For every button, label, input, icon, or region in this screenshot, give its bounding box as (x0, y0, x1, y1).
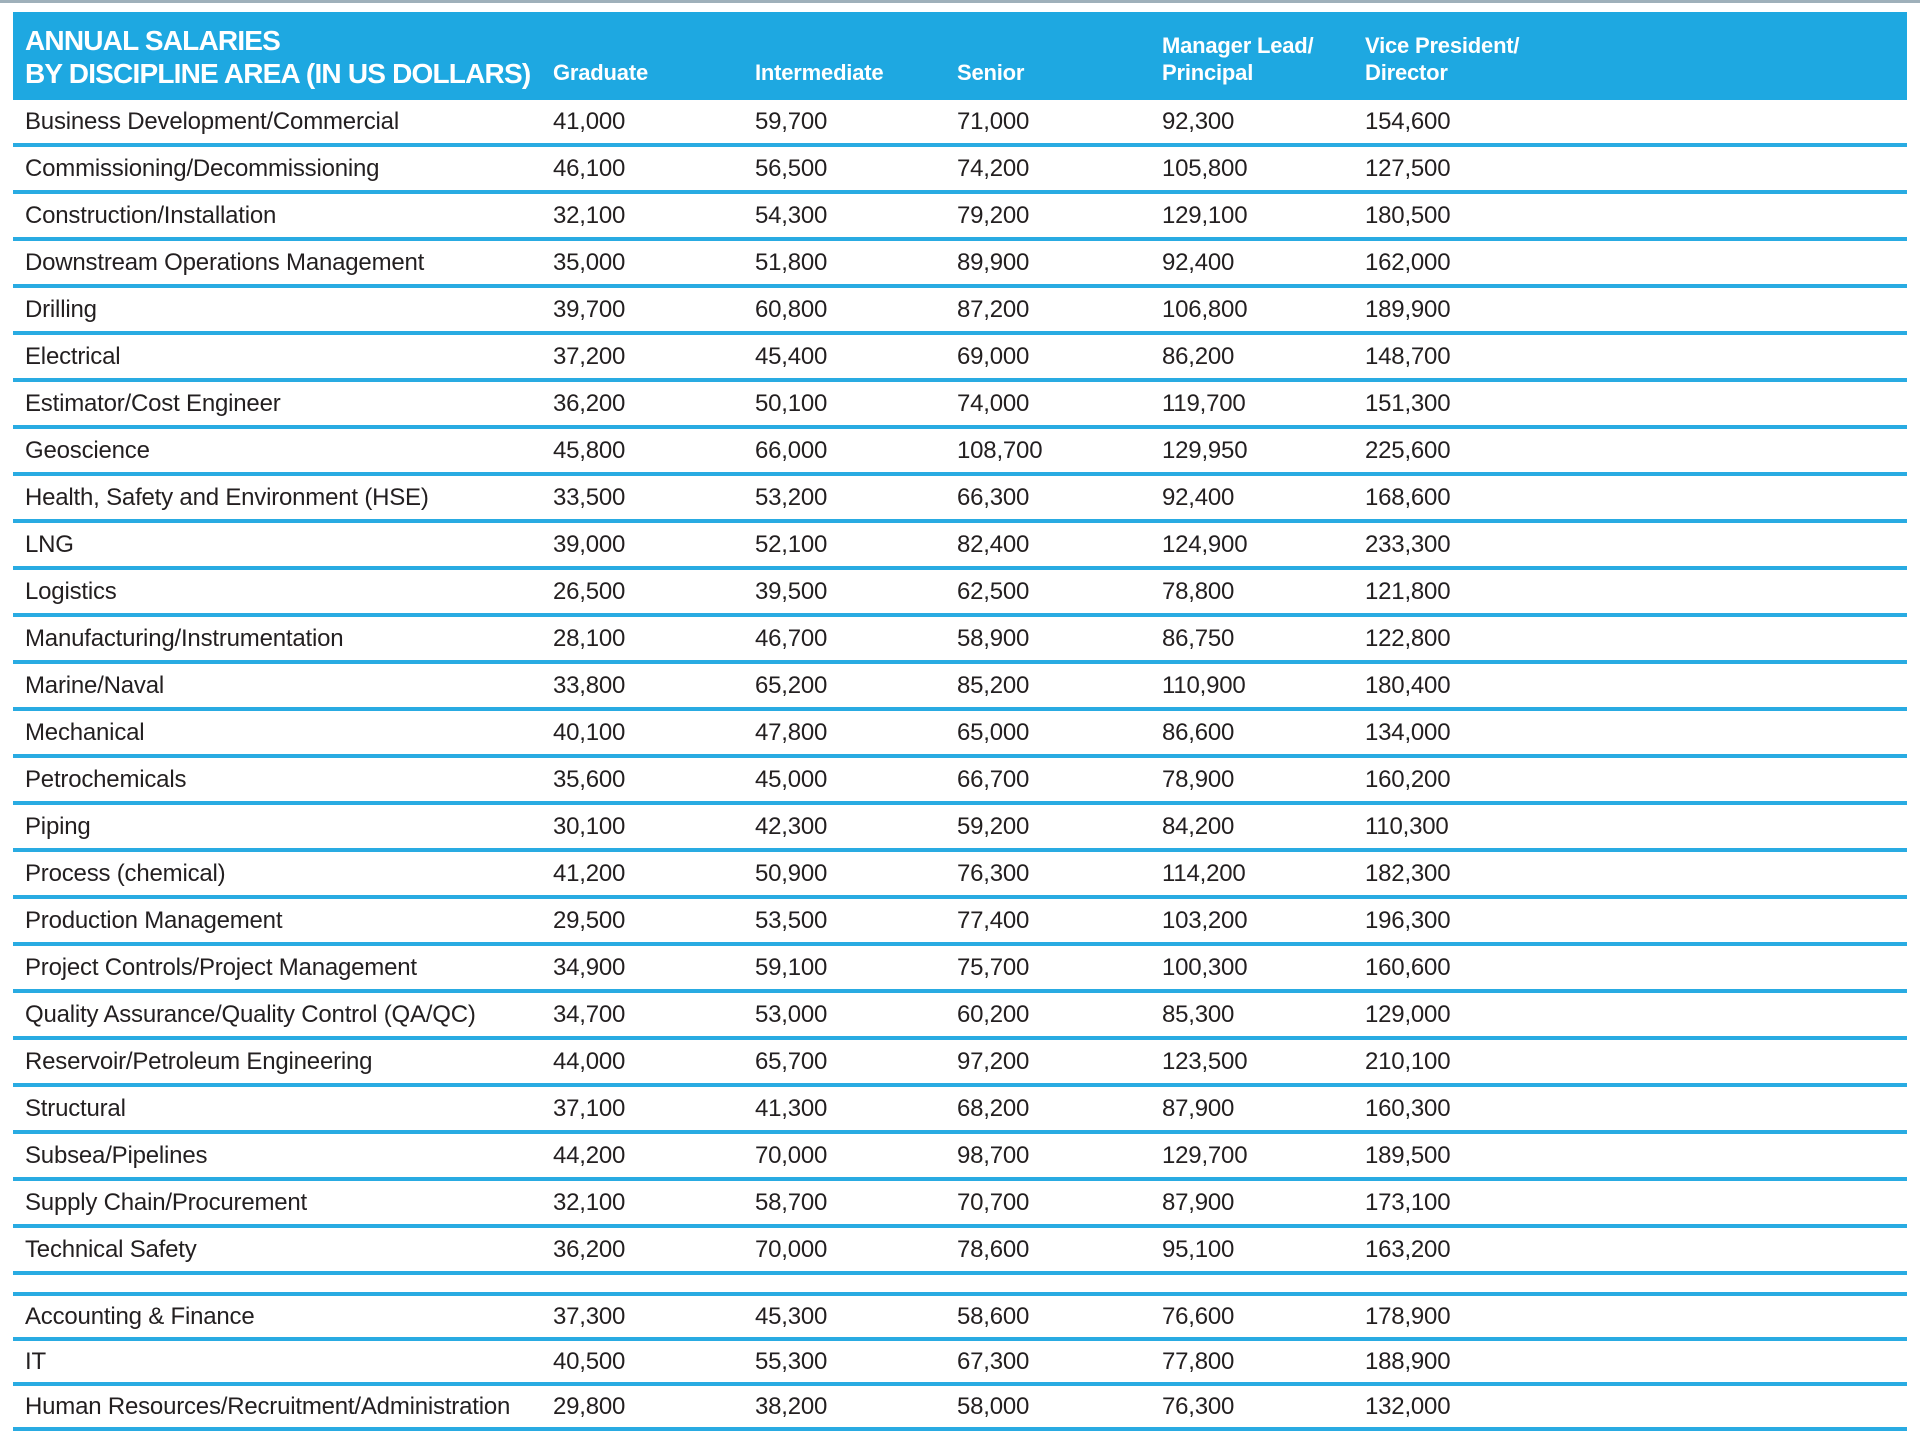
salary-value: 132,000 (1365, 1392, 1451, 1420)
salary-value: 98,700 (957, 1141, 1030, 1169)
table-row (13, 899, 1907, 946)
column-header-line: Manager Lead/ (1162, 33, 1314, 59)
salary-value: 78,900 (1162, 765, 1235, 793)
discipline-label: Subsea/Pipelines (25, 1141, 208, 1169)
salary-value: 60,200 (957, 1000, 1030, 1028)
salary-value: 68,200 (957, 1094, 1030, 1122)
salary-value: 45,300 (755, 1302, 828, 1330)
salary-value: 38,200 (755, 1392, 828, 1420)
salary-value: 124,900 (1162, 530, 1248, 558)
salary-value: 67,300 (957, 1347, 1030, 1375)
table-row (13, 570, 1907, 617)
salary-value: 66,700 (957, 765, 1030, 793)
salary-value: 41,300 (755, 1094, 828, 1122)
salary-value: 66,300 (957, 483, 1030, 511)
salary-value: 87,900 (1162, 1094, 1235, 1122)
salary-value: 129,700 (1162, 1141, 1248, 1169)
salary-value: 53,000 (755, 1000, 828, 1028)
salary-value: 85,300 (1162, 1000, 1235, 1028)
table-row (13, 288, 1907, 335)
salary-value: 65,200 (755, 671, 828, 699)
salary-value: 39,700 (553, 295, 626, 323)
salary-value: 42,300 (755, 812, 828, 840)
salary-value: 54,300 (755, 201, 828, 229)
salary-value: 79,200 (957, 201, 1030, 229)
table-row (13, 852, 1907, 899)
salary-value: 59,200 (957, 812, 1030, 840)
salary-value: 162,000 (1365, 248, 1451, 276)
discipline-label: Structural (25, 1094, 126, 1122)
salary-value: 160,200 (1365, 765, 1451, 793)
salary-value: 41,200 (553, 859, 626, 887)
salary-value: 53,500 (755, 906, 828, 934)
salary-value: 106,800 (1162, 295, 1248, 323)
salary-value: 70,000 (755, 1141, 828, 1169)
table-row (13, 664, 1907, 711)
table-body (13, 100, 1907, 1431)
salary-value: 28,100 (553, 624, 626, 652)
discipline-label: Mechanical (25, 718, 145, 746)
salary-value: 55,300 (755, 1347, 828, 1375)
discipline-label: Manufacturing/Instrumentation (25, 624, 344, 652)
table-row (13, 523, 1907, 570)
column-header-line: Director (1365, 60, 1448, 86)
salary-value: 180,500 (1365, 201, 1451, 229)
table-row (13, 335, 1907, 382)
salary-value: 76,300 (957, 859, 1030, 887)
salary-value: 40,500 (553, 1347, 626, 1375)
discipline-label: Commissioning/Decommissioning (25, 154, 380, 182)
salary-value: 58,700 (755, 1188, 828, 1216)
table-row (13, 1386, 1907, 1431)
salary-value: 196,300 (1365, 906, 1451, 934)
salary-value: 92,300 (1162, 107, 1235, 135)
table-row (13, 993, 1907, 1040)
salary-value: 87,200 (957, 295, 1030, 323)
discipline-label: Business Development/Commercial (25, 107, 399, 135)
table-row (13, 1087, 1907, 1134)
discipline-label: Piping (25, 812, 91, 840)
discipline-label: Accounting & Finance (25, 1302, 255, 1330)
salary-value: 47,800 (755, 718, 828, 746)
salary-value: 127,500 (1365, 154, 1451, 182)
column-header-intermediate (755, 12, 957, 100)
salary-value: 77,800 (1162, 1347, 1235, 1375)
salary-value: 78,600 (957, 1235, 1030, 1263)
salary-value: 37,100 (553, 1094, 626, 1122)
salary-value: 87,900 (1162, 1188, 1235, 1216)
salary-value: 189,500 (1365, 1141, 1451, 1169)
discipline-label: Process (chemical) (25, 859, 226, 887)
table-header (13, 12, 1907, 100)
salary-value: 37,200 (553, 342, 626, 370)
salary-value: 233,300 (1365, 530, 1451, 558)
salary-value: 89,900 (957, 248, 1030, 276)
table-row (13, 758, 1907, 805)
salary-value: 103,200 (1162, 906, 1248, 934)
salary-value: 84,200 (1162, 812, 1235, 840)
salary-value: 34,900 (553, 953, 626, 981)
salary-value: 173,100 (1365, 1188, 1451, 1216)
discipline-label: Quality Assurance/Quality Control (QA/QC) (25, 1000, 476, 1028)
discipline-label: Human Resources/Recruitment/Administration (25, 1392, 511, 1420)
salary-value: 34,700 (553, 1000, 626, 1028)
salary-table (13, 12, 1907, 1431)
salary-value: 51,800 (755, 248, 828, 276)
table-row (13, 476, 1907, 523)
table-row (13, 805, 1907, 852)
salary-value: 46,100 (553, 154, 626, 182)
column-header-line: Graduate (553, 60, 648, 86)
salary-value: 225,600 (1365, 436, 1451, 464)
salary-value: 29,500 (553, 906, 626, 934)
table-row (13, 946, 1907, 993)
salary-value: 86,750 (1162, 624, 1235, 652)
salary-value: 59,100 (755, 953, 828, 981)
salary-value: 45,000 (755, 765, 828, 793)
page-top-edge-strip (0, 0, 1920, 3)
discipline-label: Supply Chain/Procurement (25, 1188, 308, 1216)
discipline-label: Estimator/Cost Engineer (25, 389, 281, 417)
table-row (13, 194, 1907, 241)
salary-value: 60,800 (755, 295, 828, 323)
salary-value: 70,700 (957, 1188, 1030, 1216)
salary-value: 36,200 (553, 1235, 626, 1263)
salary-value: 100,300 (1162, 953, 1248, 981)
table-row (13, 382, 1907, 429)
discipline-label: Drilling (25, 295, 97, 323)
table-row (13, 1341, 1907, 1386)
salary-value: 50,900 (755, 859, 828, 887)
salary-value: 119,700 (1162, 389, 1246, 417)
salary-value: 92,400 (1162, 248, 1235, 276)
table-row (13, 1228, 1907, 1275)
salary-value: 110,300 (1365, 812, 1449, 840)
table-row (13, 429, 1907, 476)
discipline-label: Geoscience (25, 436, 150, 464)
salary-value: 45,400 (755, 342, 828, 370)
salary-value: 129,000 (1365, 1000, 1451, 1028)
salary-value: 129,950 (1162, 436, 1248, 464)
salary-value: 53,200 (755, 483, 828, 511)
salary-value: 92,400 (1162, 483, 1235, 511)
discipline-label: IT (25, 1347, 46, 1375)
table-row (13, 100, 1907, 147)
salary-value: 122,800 (1365, 624, 1451, 652)
salary-value: 151,300 (1365, 389, 1451, 417)
salary-value: 58,000 (957, 1392, 1030, 1420)
salary-value: 30,100 (553, 812, 626, 840)
salary-value: 39,000 (553, 530, 626, 558)
salary-value: 82,400 (957, 530, 1030, 558)
salary-value: 29,800 (553, 1392, 626, 1420)
salary-value: 39,500 (755, 577, 828, 605)
salary-value: 123,500 (1162, 1047, 1248, 1075)
salary-value: 44,200 (553, 1141, 626, 1169)
table-row (13, 617, 1907, 664)
salary-value: 62,500 (957, 577, 1030, 605)
discipline-label: Reservoir/Petroleum Engineering (25, 1047, 373, 1075)
discipline-label: Project Controls/Project Management (25, 953, 417, 981)
salary-value: 33,800 (553, 671, 626, 699)
table-row (13, 711, 1907, 758)
salary-value: 114,200 (1162, 859, 1246, 887)
salary-value: 50,100 (755, 389, 828, 417)
discipline-label: Production Management (25, 906, 283, 934)
salary-value: 37,300 (553, 1302, 626, 1330)
salary-value: 105,800 (1162, 154, 1248, 182)
salary-value: 134,000 (1365, 718, 1451, 746)
table-row (13, 1134, 1907, 1181)
salary-value: 77,400 (957, 906, 1030, 934)
salary-value: 76,600 (1162, 1302, 1235, 1330)
salary-value: 45,800 (553, 436, 626, 464)
salary-value: 33,500 (553, 483, 626, 511)
table-title-line2: BY DISCIPLINE AREA (IN US DOLLARS) (25, 58, 531, 90)
table-title-line1: ANNUAL SALARIES (25, 25, 281, 56)
salary-value: 41,000 (553, 107, 626, 135)
salary-value: 58,900 (957, 624, 1030, 652)
salary-value: 59,700 (755, 107, 828, 135)
discipline-label: Logistics (25, 577, 117, 605)
salary-value: 32,100 (553, 1188, 626, 1216)
salary-value: 70,000 (755, 1235, 828, 1263)
salary-value: 74,200 (957, 154, 1030, 182)
salary-value: 52,100 (755, 530, 828, 558)
salary-value: 32,100 (553, 201, 626, 229)
salary-value: 58,600 (957, 1302, 1030, 1330)
salary-value: 36,200 (553, 389, 626, 417)
salary-value: 189,900 (1365, 295, 1451, 323)
discipline-label: Construction/Installation (25, 201, 277, 229)
salary-value: 121,800 (1365, 577, 1451, 605)
discipline-label: Electrical (25, 342, 121, 370)
salary-value: 65,000 (957, 718, 1030, 746)
salary-value: 178,900 (1365, 1302, 1451, 1330)
salary-value: 75,700 (957, 953, 1030, 981)
salary-value: 160,600 (1365, 953, 1451, 981)
discipline-label: Downstream Operations Management (25, 248, 425, 276)
column-header-graduate (553, 12, 755, 100)
discipline-label: Technical Safety (25, 1235, 197, 1263)
salary-value: 95,100 (1162, 1235, 1235, 1263)
column-header-line: Principal (1162, 60, 1254, 86)
salary-value: 46,700 (755, 624, 828, 652)
salary-value: 74,000 (957, 389, 1030, 417)
salary-value: 168,600 (1365, 483, 1451, 511)
salary-value: 26,500 (553, 577, 626, 605)
salary-value: 65,700 (755, 1047, 828, 1075)
table-row (13, 1296, 1907, 1341)
table-title (13, 12, 553, 100)
column-header-manager-lead-principal (1162, 12, 1365, 100)
salary-value: 86,200 (1162, 342, 1235, 370)
table-row (13, 241, 1907, 288)
table-row (13, 1181, 1907, 1228)
discipline-label: Health, Safety and Environment (HSE) (25, 483, 429, 511)
salary-value: 97,200 (957, 1047, 1030, 1075)
column-header-line: Vice President/ (1365, 33, 1520, 59)
salary-value: 69,000 (957, 342, 1030, 370)
group-divider-row (13, 1275, 1907, 1296)
salary-value: 129,100 (1162, 201, 1248, 229)
salary-value: 110,900 (1162, 671, 1246, 699)
column-header-line: Intermediate (755, 60, 884, 86)
salary-value: 210,100 (1365, 1047, 1451, 1075)
salary-value: 40,100 (553, 718, 626, 746)
discipline-label: Marine/Naval (25, 671, 164, 699)
salary-value: 71,000 (957, 107, 1030, 135)
table-row (13, 1040, 1907, 1087)
salary-value: 163,200 (1365, 1235, 1451, 1263)
salary-value: 148,700 (1365, 342, 1451, 370)
salary-value: 180,400 (1365, 671, 1451, 699)
salary-value: 154,600 (1365, 107, 1451, 135)
discipline-label: Petrochemicals (25, 765, 187, 793)
table-row (13, 147, 1907, 194)
salary-value: 66,000 (755, 436, 828, 464)
salary-value: 76,300 (1162, 1392, 1235, 1420)
salary-value: 160,300 (1365, 1094, 1451, 1122)
salary-value: 35,000 (553, 248, 626, 276)
salary-value: 108,700 (957, 436, 1043, 464)
column-header-vice-president-director (1365, 12, 1907, 100)
discipline-label: LNG (25, 530, 74, 558)
salary-value: 78,800 (1162, 577, 1235, 605)
salary-value: 86,600 (1162, 718, 1235, 746)
salary-value: 85,200 (957, 671, 1030, 699)
salary-value: 44,000 (553, 1047, 626, 1075)
column-header-senior (957, 12, 1162, 100)
salary-value: 188,900 (1365, 1347, 1451, 1375)
column-header-line: Senior (957, 60, 1025, 86)
salary-value: 182,300 (1365, 859, 1451, 887)
salary-value: 35,600 (553, 765, 626, 793)
salary-value: 56,500 (755, 154, 828, 182)
